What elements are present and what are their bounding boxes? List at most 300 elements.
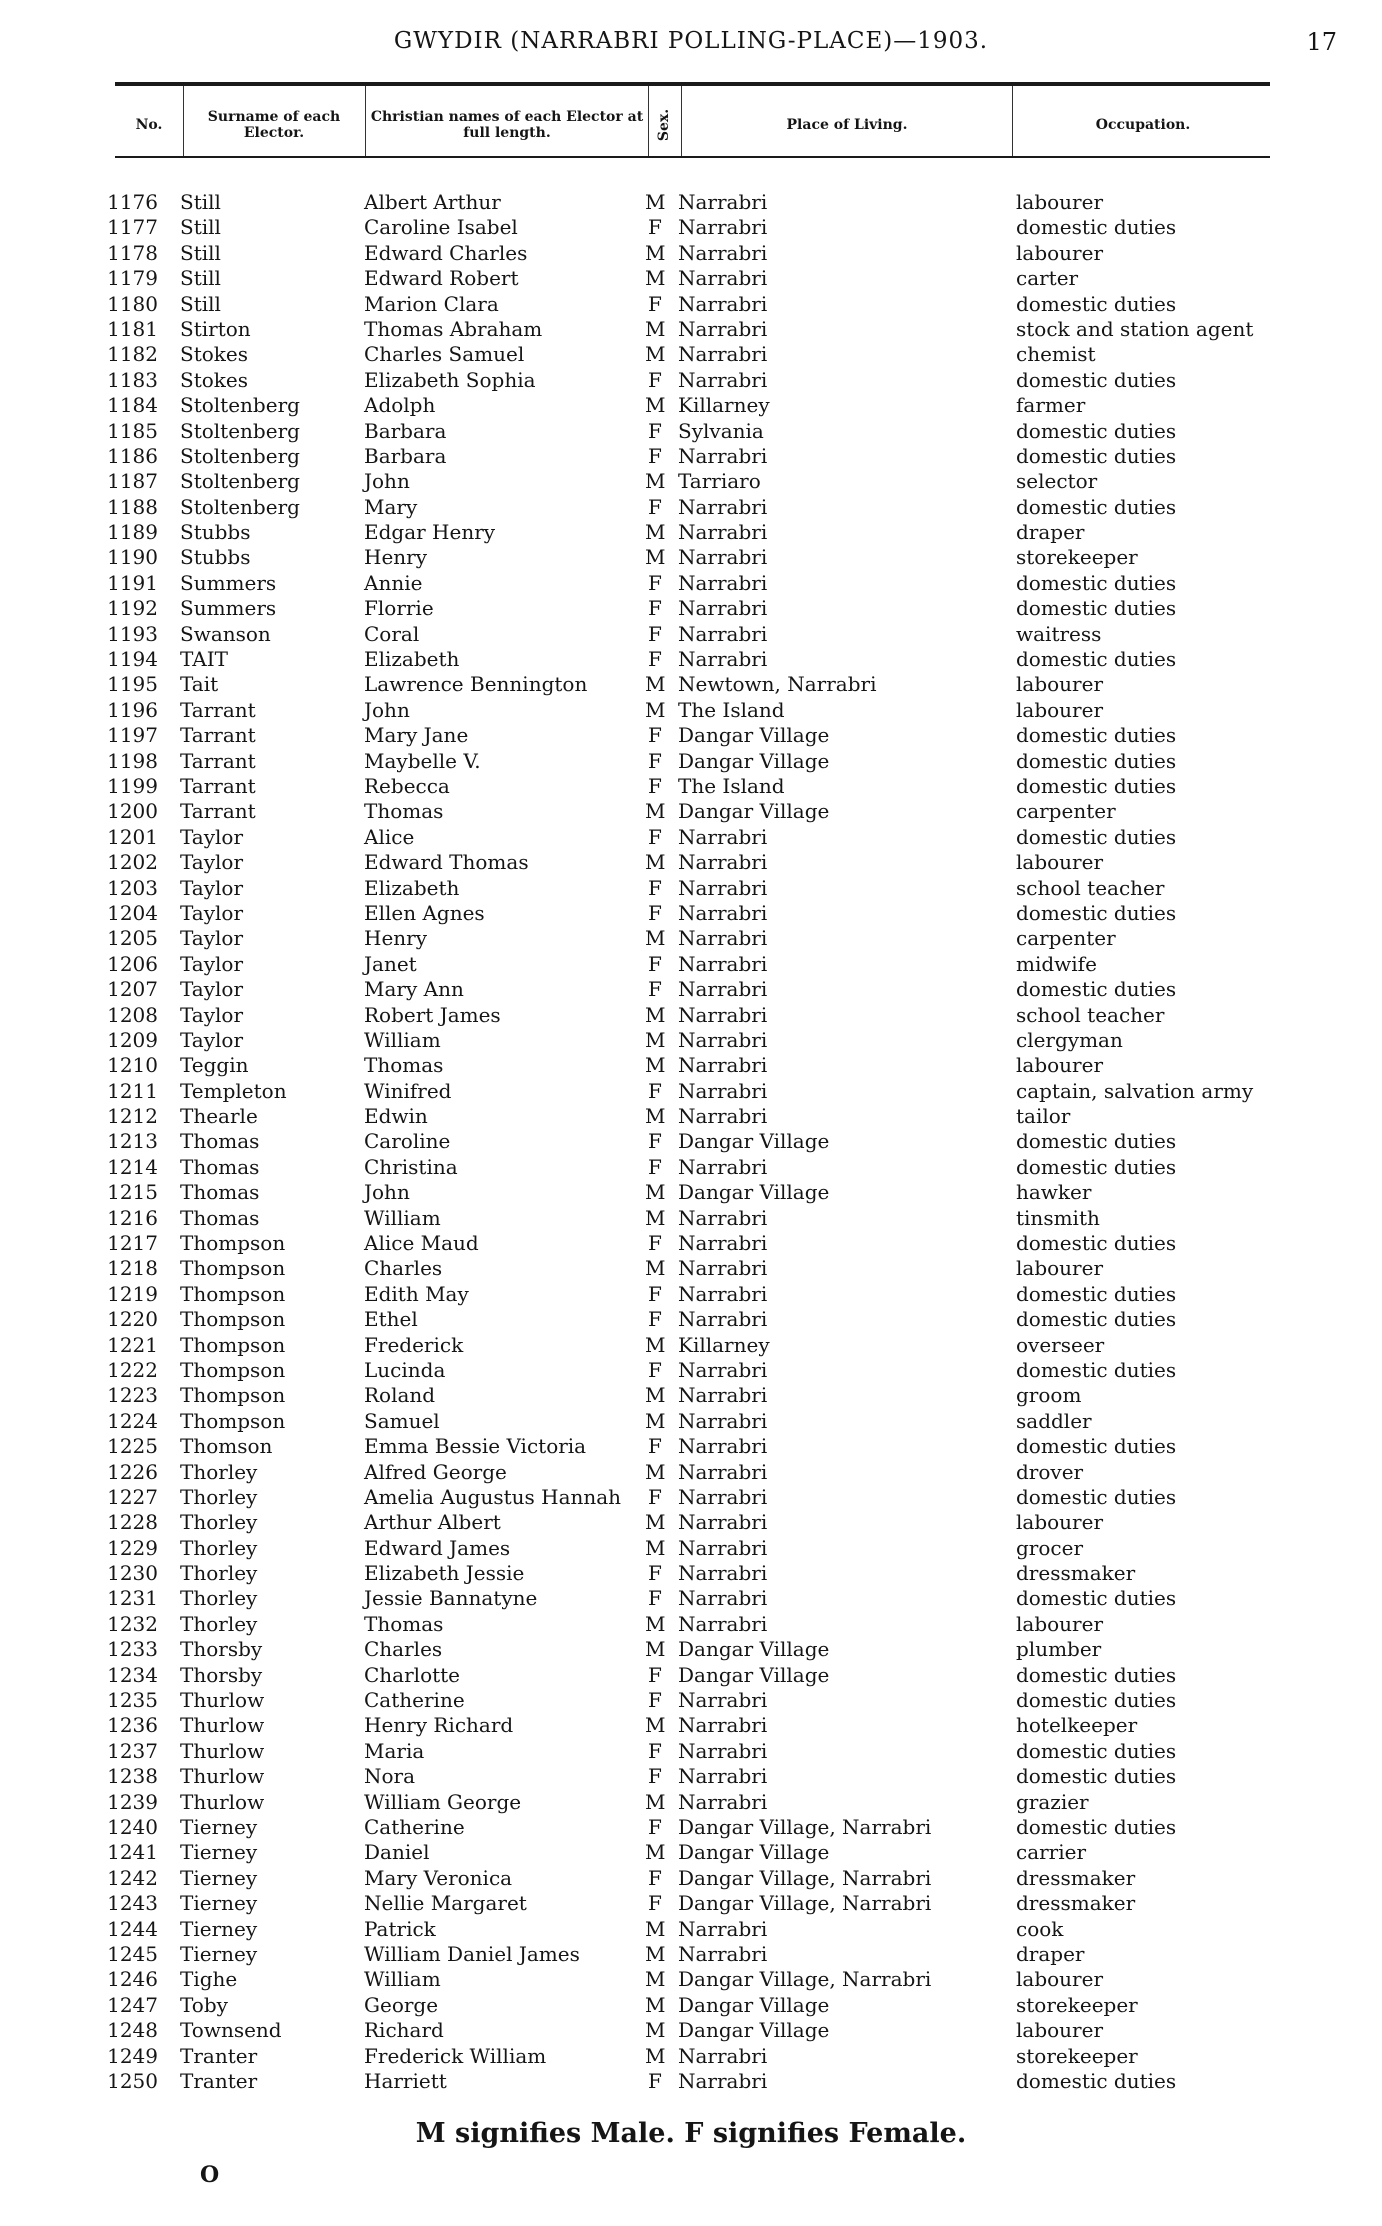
elector-surname: Thorsby (180, 1662, 263, 1687)
elector-number: 1192 (107, 596, 158, 621)
elector-christian-names: Rebecca (364, 773, 450, 798)
elector-place: Narrabri (678, 1104, 768, 1129)
elector-sex: M (645, 545, 666, 570)
elector-place: Narrabri (678, 926, 768, 951)
elector-sex: F (648, 1154, 662, 1179)
table-row (0, 317, 1382, 342)
elector-number: 1226 (107, 1459, 158, 1484)
elector-sex: F (648, 2068, 662, 2093)
elector-number: 1217 (107, 1231, 158, 1256)
elector-christian-names: Lawrence Bennington (364, 672, 588, 697)
elector-christian-names: Janet (364, 951, 417, 976)
elector-christian-names: Christina (364, 1154, 458, 1179)
table-row (0, 1764, 1382, 1789)
elector-christian-names: Thomas Abraham (364, 316, 543, 341)
elector-number: 1209 (107, 1027, 158, 1052)
elector-place: Narrabri (678, 1357, 768, 1382)
table-row (0, 266, 1382, 291)
elector-place: Narrabri (678, 1484, 768, 1509)
elector-surname: Stoltenberg (180, 494, 300, 519)
elector-surname: Thorley (180, 1611, 258, 1636)
elector-christian-names: Frederick William (364, 2043, 547, 2068)
elector-sex: M (645, 672, 666, 697)
table-row (0, 419, 1382, 444)
elector-place: Narrabri (678, 266, 768, 291)
table-row (0, 977, 1382, 1002)
elector-sex: M (645, 1611, 666, 1636)
elector-sex: F (648, 773, 662, 798)
elector-surname: Tarrant (180, 773, 256, 798)
elector-number: 1182 (107, 342, 158, 367)
elector-sex: F (648, 1484, 662, 1509)
elector-sex: F (648, 723, 662, 748)
elector-place: Dangar Village, Narrabri (678, 1891, 932, 1916)
column-divider (183, 86, 184, 156)
elector-occupation: domestic duties (1016, 2068, 1177, 2093)
elector-sex: M (645, 2043, 666, 2068)
elector-sex: M (645, 799, 666, 824)
elector-place: Narrabri (678, 1434, 768, 1459)
table-row (0, 1282, 1382, 1307)
elector-sex: F (648, 1764, 662, 1789)
table-row (0, 698, 1382, 723)
table-row (0, 2044, 1382, 2069)
table-row (0, 1180, 1382, 1205)
elector-christian-names: Edward Charles (364, 240, 528, 265)
elector-number: 1187 (107, 469, 158, 494)
elector-christian-names: Florrie (364, 596, 434, 621)
elector-sex: F (648, 1662, 662, 1687)
elector-place: Narrabri (678, 494, 768, 519)
elector-number: 1201 (107, 824, 158, 849)
table-row (0, 520, 1382, 545)
elector-occupation: labourer (1016, 2018, 1104, 2043)
table-row (0, 1434, 1382, 1459)
elector-place: Narrabri (678, 1078, 768, 1103)
elector-place: Newtown, Narrabri (678, 672, 877, 697)
elector-christian-names: Roland (364, 1383, 436, 1408)
elector-surname: Thorley (180, 1459, 258, 1484)
elector-sex: F (648, 824, 662, 849)
elector-place: Narrabri (678, 215, 768, 240)
elector-christian-names: Mary Veronica (364, 1865, 513, 1890)
elector-place: Narrabri (678, 1154, 768, 1179)
elector-sex: M (645, 1205, 666, 1230)
elector-place: Narrabri (678, 1764, 768, 1789)
elector-place: Narrabri (678, 1611, 768, 1636)
elector-number: 1206 (107, 951, 158, 976)
column-header-no: No. (135, 117, 163, 133)
elector-place: Narrabri (678, 1205, 768, 1230)
footer-mark: O (200, 2162, 220, 2188)
elector-sex: F (648, 1307, 662, 1332)
elector-sex: F (648, 1561, 662, 1586)
elector-place: Narrabri (678, 596, 768, 621)
elector-occupation: labourer (1016, 672, 1104, 697)
elector-number: 1230 (107, 1561, 158, 1586)
elector-number: 1215 (107, 1180, 158, 1205)
table-row (0, 1460, 1382, 1485)
elector-surname: Taylor (180, 951, 244, 976)
elector-surname: Tierney (180, 1916, 258, 1941)
elector-occupation: tailor (1016, 1104, 1071, 1129)
elector-surname: Taylor (180, 1002, 244, 1027)
elector-christian-names: Marion Clara (364, 291, 499, 316)
table-row (0, 1053, 1382, 1078)
elector-number: 1202 (107, 850, 158, 875)
elector-occupation: labourer (1016, 697, 1104, 722)
elector-surname: Thompson (180, 1332, 286, 1357)
elector-surname: Still (180, 190, 221, 214)
elector-place: Narrabri (678, 1408, 768, 1433)
column-divider (681, 86, 682, 156)
elector-number: 1234 (107, 1662, 158, 1687)
elector-christian-names: Daniel (364, 1840, 430, 1865)
elector-place: Narrabri (678, 1535, 768, 1560)
elector-surname: Thompson (180, 1408, 286, 1433)
elector-place: The Island (678, 773, 785, 798)
elector-sex: M (645, 1967, 666, 1992)
elector-sex: M (645, 520, 666, 545)
elector-sex: M (645, 1256, 666, 1281)
elector-place: Narrabri (678, 443, 768, 468)
elector-sex: F (648, 951, 662, 976)
elector-christian-names: Elizabeth Sophia (364, 367, 536, 392)
table-row (0, 190, 1382, 215)
table-row (0, 469, 1382, 494)
elector-surname: Thomas (180, 1129, 260, 1154)
elector-number: 1214 (107, 1154, 158, 1179)
elector-number: 1184 (107, 393, 158, 418)
table-row (0, 1815, 1382, 1840)
elector-occupation: domestic duties (1016, 1307, 1177, 1332)
elector-occupation: overseer (1016, 1332, 1105, 1357)
table-row (0, 1536, 1382, 1561)
elector-christian-names: Charles (364, 1256, 443, 1281)
elector-occupation: labourer (1016, 1967, 1104, 1992)
elector-sex: M (645, 1535, 666, 1560)
elector-number: 1231 (107, 1586, 158, 1611)
elector-number: 1249 (107, 2043, 158, 2068)
elector-christian-names: Caroline (364, 1129, 451, 1154)
elector-sex: M (645, 1459, 666, 1484)
elector-sex: F (648, 875, 662, 900)
elector-surname: Thurlow (180, 1688, 265, 1713)
elector-sex: M (645, 1510, 666, 1535)
elector-christian-names: Alfred George (364, 1459, 507, 1484)
elector-occupation: labourer (1016, 240, 1104, 265)
elector-place: Narrabri (678, 647, 768, 672)
elector-christian-names: Edith May (364, 1281, 469, 1306)
table-row (0, 1256, 1382, 1281)
elector-surname: Taylor (180, 977, 244, 1002)
elector-number: 1239 (107, 1789, 158, 1814)
table-row (0, 1866, 1382, 1891)
elector-sex: M (645, 1180, 666, 1205)
elector-sex: F (648, 367, 662, 392)
table-row (0, 1790, 1382, 1815)
table-row (0, 2069, 1382, 2094)
elector-occupation: domestic duties (1016, 1688, 1177, 1713)
elector-occupation: hawker (1016, 1180, 1092, 1205)
table-row (0, 1713, 1382, 1738)
elector-place: Sylvania (678, 418, 764, 443)
elector-christian-names: Richard (364, 2018, 444, 2043)
elector-occupation: domestic duties (1016, 977, 1177, 1002)
elector-occupation: dressmaker (1016, 1561, 1136, 1586)
elector-surname: Stirton (180, 316, 251, 341)
elector-place: Narrabri (678, 2068, 768, 2093)
elector-number: 1219 (107, 1281, 158, 1306)
elector-christian-names: George (364, 1992, 439, 2017)
elector-surname: Thompson (180, 1307, 286, 1332)
elector-christian-names: Mary (364, 494, 418, 519)
table-row (0, 1206, 1382, 1231)
elector-occupation: domestic duties (1016, 596, 1177, 621)
elector-place: Narrabri (678, 240, 768, 265)
elector-place: Killarney (678, 393, 770, 418)
elector-christian-names: Ellen Agnes (364, 900, 485, 925)
elector-sex: M (645, 697, 666, 722)
elector-occupation: draper (1016, 1941, 1085, 1966)
elector-number: 1213 (107, 1129, 158, 1154)
elector-place: Narrabri (678, 1510, 768, 1535)
elector-occupation: farmer (1016, 393, 1086, 418)
elector-christian-names: Nellie Margaret (364, 1891, 527, 1916)
elector-place: Narrabri (678, 316, 768, 341)
elector-surname: Thomas (180, 1154, 260, 1179)
elector-sex: M (645, 266, 666, 291)
elector-number: 1212 (107, 1104, 158, 1129)
elector-surname: Thurlow (180, 1713, 265, 1738)
sex-legend: M signifies Male. F signifies Female. (415, 2118, 967, 2149)
elector-place: Narrabri (678, 545, 768, 570)
elector-surname: Thomas (180, 1205, 260, 1230)
elector-place: Narrabri (678, 951, 768, 976)
elector-surname: Tranter (180, 2068, 258, 2093)
elector-occupation: domestic duties (1016, 215, 1177, 240)
elector-occupation: domestic duties (1016, 570, 1177, 595)
table-row (0, 647, 1382, 672)
elector-christian-names: Edward James (364, 1535, 511, 1560)
elector-occupation: plumber (1016, 1637, 1102, 1662)
elector-sex: M (645, 1383, 666, 1408)
table-row (0, 1028, 1382, 1053)
elector-sex: F (648, 596, 662, 621)
header-bottom-rule (115, 156, 1270, 158)
elector-christian-names: Elizabeth (364, 875, 460, 900)
elector-place: Dangar Village (678, 748, 830, 773)
elector-place: Narrabri (678, 1383, 768, 1408)
table-row (0, 1104, 1382, 1129)
table-row (0, 1155, 1382, 1180)
table-row (0, 1663, 1382, 1688)
elector-surname: TAIT (180, 647, 228, 672)
elector-place: Narrabri (678, 1231, 768, 1256)
elector-christian-names: Annie (364, 570, 423, 595)
elector-place: Narrabri (678, 824, 768, 849)
elector-number: 1189 (107, 520, 158, 545)
elector-number: 1199 (107, 773, 158, 798)
elector-occupation: domestic duties (1016, 291, 1177, 316)
elector-surname: Tarrant (180, 748, 256, 773)
elector-occupation: domestic duties (1016, 1434, 1177, 1459)
elector-number: 1246 (107, 1967, 158, 1992)
elector-surname: Thompson (180, 1357, 286, 1382)
elector-occupation: domestic duties (1016, 773, 1177, 798)
elector-surname: Taylor (180, 900, 244, 925)
elector-christian-names: Charles (364, 1637, 443, 1662)
elector-surname: Thearle (180, 1104, 258, 1129)
elector-christian-names: Caroline Isabel (364, 215, 518, 240)
elector-place: Dangar Village (678, 2018, 830, 2043)
table-row (0, 1967, 1382, 1992)
elector-christian-names: Catherine (364, 1815, 465, 1839)
elector-occupation: stock and station agent (1016, 316, 1254, 341)
elector-christian-names: Coral (364, 621, 420, 646)
elector-surname: Stoltenberg (180, 393, 300, 418)
elector-number: 1211 (107, 1078, 158, 1103)
elector-number: 1250 (107, 2068, 158, 2093)
elector-place: Narrabri (678, 291, 768, 316)
elector-place: Narrabri (678, 1027, 768, 1052)
table-row (0, 1840, 1382, 1865)
elector-surname: Still (180, 266, 221, 291)
column-divider (1012, 86, 1013, 156)
elector-surname: Tierney (180, 1891, 258, 1916)
elector-place: Narrabri (678, 570, 768, 595)
elector-surname: Templeton (180, 1078, 287, 1103)
elector-place: Narrabri (678, 1916, 768, 1941)
elector-sex: F (648, 291, 662, 316)
elector-number: 1208 (107, 1002, 158, 1027)
elector-surname: Summers (180, 596, 277, 621)
elector-number: 1228 (107, 1510, 158, 1535)
page-number: 17 (1306, 28, 1337, 56)
elector-sex: M (645, 1941, 666, 1966)
elector-place: Dangar Village (678, 1129, 830, 1154)
elector-sex: F (648, 647, 662, 672)
column-header-place: Place of Living. (786, 117, 908, 133)
elector-number: 1240 (107, 1815, 158, 1839)
table-row (0, 1942, 1382, 1967)
table-row (0, 1739, 1382, 1764)
elector-christian-names: Barbara (364, 443, 447, 468)
page-title: GWYDIR (NARRABRI POLLING-PLACE)—1903. (393, 28, 989, 54)
elector-surname: Tierney (180, 1941, 258, 1966)
elector-christian-names: Ethel (364, 1307, 418, 1332)
elector-sex: M (645, 469, 666, 494)
elector-number: 1229 (107, 1535, 158, 1560)
elector-sex: M (645, 1408, 666, 1433)
elector-sex: M (645, 1713, 666, 1738)
elector-sex: M (645, 1637, 666, 1662)
elector-surname: Toby (180, 1992, 228, 2017)
elector-christian-names: William (364, 1205, 441, 1230)
elector-christian-names: Elizabeth Jessie (364, 1561, 525, 1586)
table-row (0, 368, 1382, 393)
elector-occupation: captain, salvation army (1016, 1078, 1254, 1103)
table-row (0, 292, 1382, 317)
elector-christian-names: Edwin (364, 1104, 428, 1129)
table-row (0, 1586, 1382, 1611)
elector-christian-names: Edgar Henry (364, 520, 496, 545)
elector-occupation: school teacher (1016, 1002, 1165, 1027)
elector-christian-names: Thomas (364, 1611, 444, 1636)
elector-christian-names: John (364, 469, 410, 494)
elector-surname: Still (180, 240, 221, 265)
elector-sex: M (645, 1916, 666, 1941)
elector-surname: Stokes (180, 367, 248, 392)
elector-occupation: domestic duties (1016, 1357, 1177, 1382)
elector-place: Narrabri (678, 850, 768, 875)
table-row (0, 1993, 1382, 2018)
elector-christian-names: Elizabeth (364, 647, 460, 672)
elector-place: Narrabri (678, 367, 768, 392)
elector-place: Narrabri (678, 1688, 768, 1713)
elector-place: Dangar Village, Narrabri (678, 1865, 932, 1890)
elector-sex: F (648, 1586, 662, 1611)
column-header-sex: Sex. (656, 108, 673, 142)
elector-christian-names: Henry (364, 926, 428, 951)
table-row (0, 901, 1382, 926)
elector-number: 1232 (107, 1611, 158, 1636)
elector-surname: Thorley (180, 1535, 258, 1560)
elector-occupation: domestic duties (1016, 1586, 1177, 1611)
elector-occupation: carrier (1016, 1840, 1087, 1865)
elector-sex: F (648, 570, 662, 595)
elector-surname: Stoltenberg (180, 418, 300, 443)
elector-occupation: domestic duties (1016, 1815, 1177, 1839)
elector-place: Killarney (678, 1332, 770, 1357)
table-row (0, 622, 1382, 647)
elector-sex: M (645, 1027, 666, 1052)
elector-sex: F (648, 1891, 662, 1916)
elector-surname: Taylor (180, 850, 244, 875)
table-row (0, 1358, 1382, 1383)
elector-christian-names: Harriett (364, 2068, 447, 2093)
elector-occupation: storekeeper (1016, 2043, 1138, 2068)
elector-number: 1204 (107, 900, 158, 925)
elector-sex: M (645, 1002, 666, 1027)
elector-christian-names: Charlotte (364, 1662, 461, 1687)
elector-surname: Taylor (180, 875, 244, 900)
elector-christian-names: Henry (364, 545, 428, 570)
table-row (0, 1510, 1382, 1535)
elector-surname: Still (180, 215, 221, 240)
elector-christian-names: Lucinda (364, 1357, 446, 1382)
elector-number: 1195 (107, 672, 158, 697)
elector-occupation: labourer (1016, 1510, 1104, 1535)
elector-number: 1203 (107, 875, 158, 900)
elector-number: 1186 (107, 443, 158, 468)
elector-surname: Thompson (180, 1231, 286, 1256)
elector-surname: Taylor (180, 926, 244, 951)
elector-occupation: grazier (1016, 1789, 1089, 1814)
elector-christian-names: Henry Richard (364, 1713, 514, 1738)
elector-occupation: dressmaker (1016, 1891, 1136, 1916)
elector-surname: Tait (180, 672, 219, 697)
table-row (0, 1333, 1382, 1358)
elector-number: 1245 (107, 1941, 158, 1966)
elector-place: Narrabri (678, 342, 768, 367)
elector-place: Dangar Village (678, 799, 830, 824)
elector-occupation: domestic duties (1016, 367, 1177, 392)
elector-surname: Thorley (180, 1561, 258, 1586)
elector-surname: Thurlow (180, 1764, 265, 1789)
elector-sex: F (648, 621, 662, 646)
elector-place: Narrabri (678, 977, 768, 1002)
